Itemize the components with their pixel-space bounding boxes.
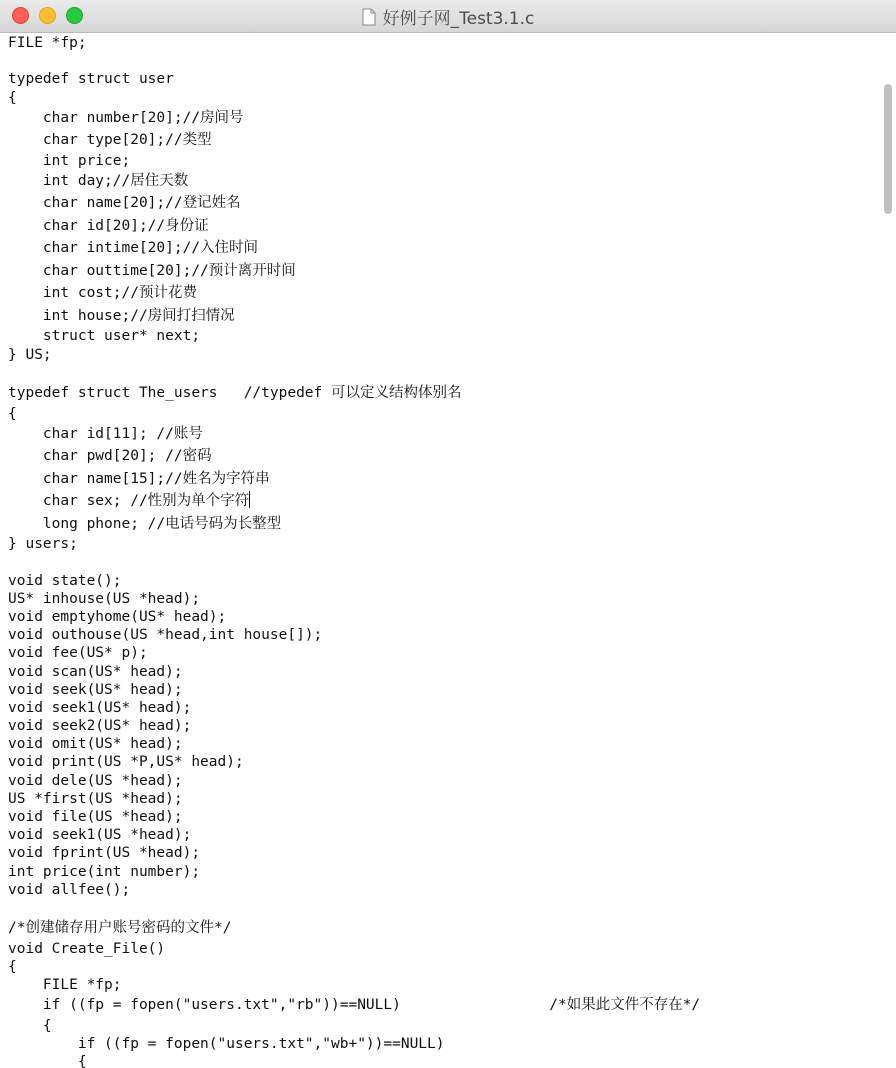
code-line[interactable]: void file(US *head); <box>8 809 183 825</box>
code-line[interactable]: char intime[20];//入住时间 <box>8 240 259 257</box>
code-line[interactable]: { <box>8 405 17 422</box>
code-line[interactable]: void seek1(US* head); <box>8 699 192 716</box>
code-line[interactable]: void emptyhome(US* head); <box>8 608 227 625</box>
code-line[interactable]: char type[20];//类型 <box>8 132 212 149</box>
code-line[interactable] <box>0 899 880 917</box>
code-line[interactable]: void print(US *P,US* head); <box>8 754 244 771</box>
code-line[interactable]: US *first(US *head); <box>8 790 183 807</box>
code-line[interactable]: void dele(US *head); <box>8 772 183 789</box>
code-editor[interactable] <box>0 34 880 1068</box>
code-line[interactable]: void omit(US* head); <box>8 736 183 753</box>
code-line[interactable]: int day;//居住天数 <box>8 172 189 189</box>
code-line[interactable]: } users; <box>8 536 78 553</box>
code-line[interactable]: void seek1(US *head); <box>8 827 192 844</box>
code-line[interactable]: void seek(US* head); <box>8 681 183 698</box>
vertical-scrollbar[interactable] <box>880 34 896 1068</box>
text-cursor <box>249 491 250 508</box>
code-line[interactable]: typedef struct The_users //typedef 可以定义结构体别名 <box>8 385 462 401</box>
code-text: char sex; //性别为单个字符 <box>8 493 250 510</box>
code-line[interactable]: char id[20];//身份证 <box>8 217 209 234</box>
code-line[interactable]: { <box>8 1054 87 1068</box>
code-line[interactable]: void fee(US* p); <box>8 645 148 662</box>
code-line[interactable]: void allfee(); <box>8 881 131 898</box>
code-line[interactable]: { <box>8 958 17 975</box>
code-line[interactable]: int price; <box>8 152 131 169</box>
code-line[interactable]: if ((fp = fopen("users.txt","wb+"))==NULL) <box>8 1035 445 1052</box>
code-line[interactable]: void seek2(US* head); <box>8 718 192 735</box>
code-line[interactable]: FILE *fp; <box>8 977 122 993</box>
title-container <box>0 0 896 33</box>
code-line[interactable]: if ((fp = fopen("users.txt","rb"))==NULL) /*如果此文件不存在*/ <box>8 997 701 1014</box>
code-line[interactable]: char name[20];//登记姓名 <box>8 195 241 212</box>
code-line[interactable]: { <box>8 1017 52 1034</box>
code-line[interactable] <box>0 260 880 283</box>
code-line[interactable]: char number[20];//房间号 <box>8 109 244 126</box>
code-line[interactable]: char name[15];//姓名为字符串 <box>8 470 270 487</box>
code-line[interactable]: int price(int number); <box>8 863 201 880</box>
code-line[interactable]: FILE *fp; <box>8 35 87 51</box>
code-line[interactable]: char pwd[20]; //密码 <box>8 448 212 465</box>
scrollbar-thumb[interactable] <box>884 84 892 214</box>
code-line[interactable]: { <box>8 89 17 106</box>
code-line[interactable]: void outhouse(US *head,int house[]); <box>8 627 323 644</box>
code-line[interactable] <box>0 52 880 70</box>
code-line[interactable] <box>0 364 880 382</box>
title-bar[interactable] <box>0 0 896 33</box>
code-line[interactable]: void Create_File() <box>8 940 166 957</box>
code-area[interactable] <box>0 34 880 1068</box>
code-line[interactable]: void fprint(US *head); <box>8 845 201 862</box>
code-line[interactable] <box>0 553 880 571</box>
code-line[interactable]: struct user* next; <box>8 328 201 345</box>
code-line[interactable] <box>0 490 880 513</box>
code-line[interactable]: long phone; //电话号码为长整型 <box>8 515 282 532</box>
code-line[interactable]: US* inhouse(US *head); <box>8 590 201 607</box>
code-line[interactable]: typedef struct user <box>8 71 174 88</box>
code-text: char outtime[20];//预计离开时间 <box>8 262 296 279</box>
code-line[interactable]: } US; <box>8 346 52 363</box>
document-icon <box>362 8 376 26</box>
code-line[interactable]: void scan(US* head); <box>8 663 183 680</box>
window-title: 好例子网_Test3.1.c <box>382 9 535 29</box>
code-line[interactable]: void state(); <box>8 572 122 589</box>
code-line[interactable]: int cost;//预计花费 <box>8 285 197 302</box>
code-line[interactable]: /*创建储存用户账号密码的文件*/ <box>8 920 232 937</box>
code-line[interactable]: char id[11]; //账号 <box>8 425 203 442</box>
code-line[interactable]: int house;//房间打扫情况 <box>8 307 235 324</box>
